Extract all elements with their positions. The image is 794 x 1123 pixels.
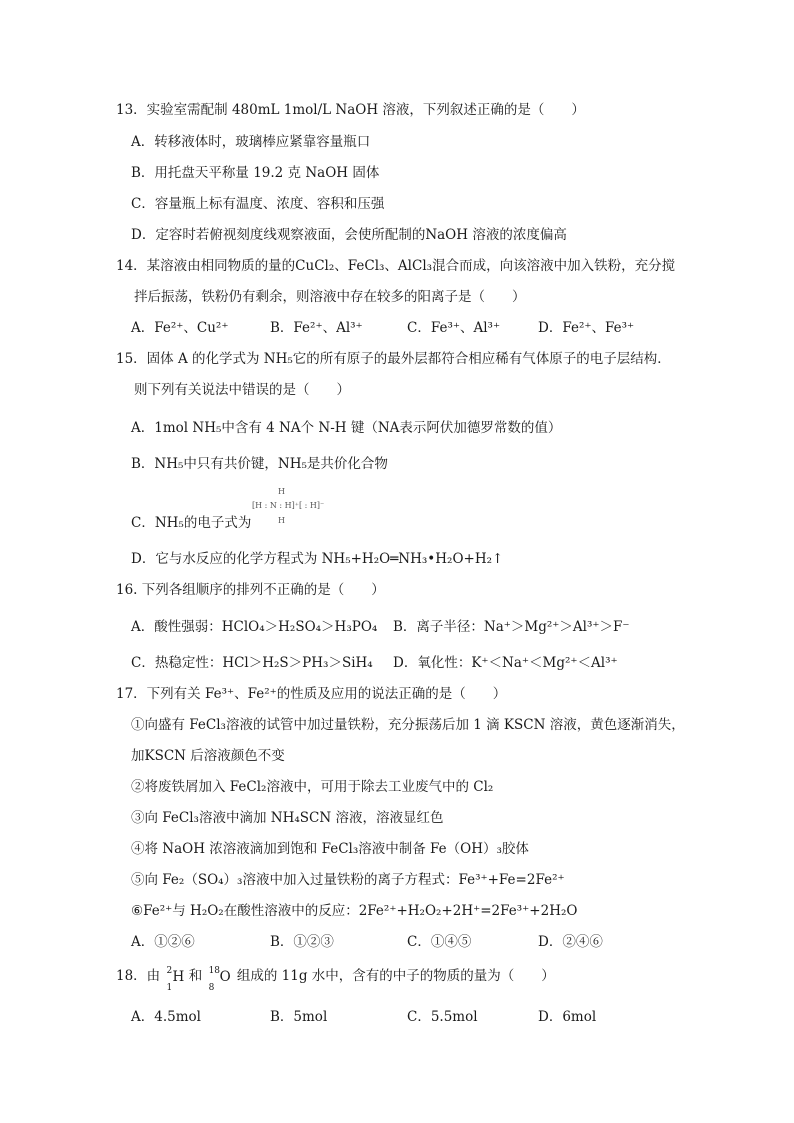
q18-option-a: A．4.5mol [131,1009,201,1025]
q14-option-b: B．Fe²⁺、Al³⁺ [270,320,363,336]
q17-statement-4: ④将 NaOH 浓溶液滴加到饱和 FeCl₃溶液中制备 Fe（OH）₃胶体 [131,841,529,857]
q17-statement-1b: 加KSCN 后溶液颜色不变 [131,748,285,764]
q17-option-c: C．①④⑤ [407,934,472,950]
q13-option-d: D．定容时若俯视刻度线观察液面，会使所配制的NaOH 溶液的浓度偏高 [131,227,567,243]
q17-statement-1a: ①向盛有 FeCl₃溶液的试管中加过量铁粉，充分振荡后加 1 滴 KSCN 溶液，黄色逐渐消失， [131,717,685,733]
q13-option-c: C．容量瓶上标有温度、浓度、容积和压强 [131,196,385,212]
nh5-electron-formula [252,487,352,531]
q16-option-a: A．酸性强弱：HClO₄＞H₂SO₄＞H₃PO₄ [131,619,378,635]
q17-stem: 17．下列有关 Fe³⁺、Fe²⁺的性质及应用的说法正确的是（ ） [116,686,507,702]
q18-prefix: 18．由 [116,968,161,984]
ed-top-h: H [278,487,285,496]
q15-stem-line2: 则下列有关说法中错误的是（ ） [134,382,350,398]
q17-option-b: B．①②③ [270,934,334,950]
q14-option-d: D．Fe²⁺、Fe³⁺ [538,320,635,336]
q18-option-d: D．6mol [538,1009,597,1025]
deuterium-symbol: 2 1 H [166,965,185,993]
q14-stem-line2: 拌后振荡，铁粉仍有剩余，则溶液中存在较多的阳离子是（ ） [134,289,526,305]
q17-statement-6: ⑥Fe²⁺与 H₂O₂在酸性溶液中的反应：2Fe²⁺+H₂O₂+2H⁺=2Fe³⁺+2H₂O [131,903,578,919]
q15-option-b: B．NH₅中只有共价键，NH₅是共价化合物 [131,456,388,472]
q18-and: 和 [188,968,203,984]
q13-stem: 13．实验室需配制 480mL 1mol/L NaOH 溶液，下列叙述正确的是（ ） [116,102,585,118]
q17-option-a: A．①②⑥ [131,934,195,950]
ed-bottom-h: H [278,516,285,525]
q13-option-a: A．转移液体时，玻璃棒应紧靠容量瓶口 [131,134,371,150]
q15-option-d: D．它与水反应的化学方程式为 NH₅+H₂O═NH₃•H₂O+H₂↑ [131,551,504,567]
q18-option-b: B．5mol [270,1009,328,1025]
q16-stem: 16. 下列各组顺序的排列不正确的是（ ） [116,582,385,598]
q15-option-c: C．NH₅的电子式为 [131,515,252,531]
q17-option-d: D．②④⑥ [538,934,603,950]
q18-suffix: 组成的 11g 水中，含有的中子的物质的量为（ ） [236,968,555,984]
q15-stem-line1: 15．固体 A 的化学式为 NH₅它的所有原子的最外层都符合相应稀有气体原子的电子层结构． [116,351,671,367]
q17-statement-2: ②将废铁屑加入 FeCl₂溶液中，可用于除去工业废气中的 Cl₂ [131,779,494,795]
q16-option-c: C．热稳定性：HCl＞H₂S＞PH₃＞SiH₄ [131,655,373,671]
q14-option-c: C．Fe³⁺、Al³⁺ [407,320,501,336]
q17-statement-5: ⑤向 Fe₂（SO₄）₃溶液中加入过量铁粉的离子方程式：Fe³⁺+Fe=2Fe²⁺ [131,872,565,888]
oxygen18-symbol: 18 8 O [208,965,231,993]
q18-option-c: C．5.5mol [407,1009,478,1025]
q16-option-b: B．离子半径：Na⁺＞Mg²⁺＞Al³⁺＞F⁻ [393,619,630,635]
q17-statement-3: ③向 FeCl₃溶液中滴加 NH₄SCN 溶液，溶液显红色 [131,810,444,826]
q16-option-d: D．氧化性：K⁺＜Na⁺＜Mg²⁺＜Al³⁺ [393,655,618,671]
q13-option-b: B．用托盘天平称量 19.2 克 NaOH 固体 [131,165,380,181]
q18-stem [116,965,555,993]
q14-stem-line1: 14．某溶液由相同物质的量的CuCl₂、FeCl₃、AlCl₃混合而成，向该溶液中加入铁粉，充分搅 [116,258,676,274]
ed-main: [H : N : H]⁺[ : H]⁻ [252,501,325,510]
q15-option-a: A．1mol NH₅中含有 4 NA个 N-H 键（NA表示阿伏加德罗常数的值） [131,420,562,436]
q14-option-a: A．Fe²⁺、Cu²⁺ [131,320,229,336]
